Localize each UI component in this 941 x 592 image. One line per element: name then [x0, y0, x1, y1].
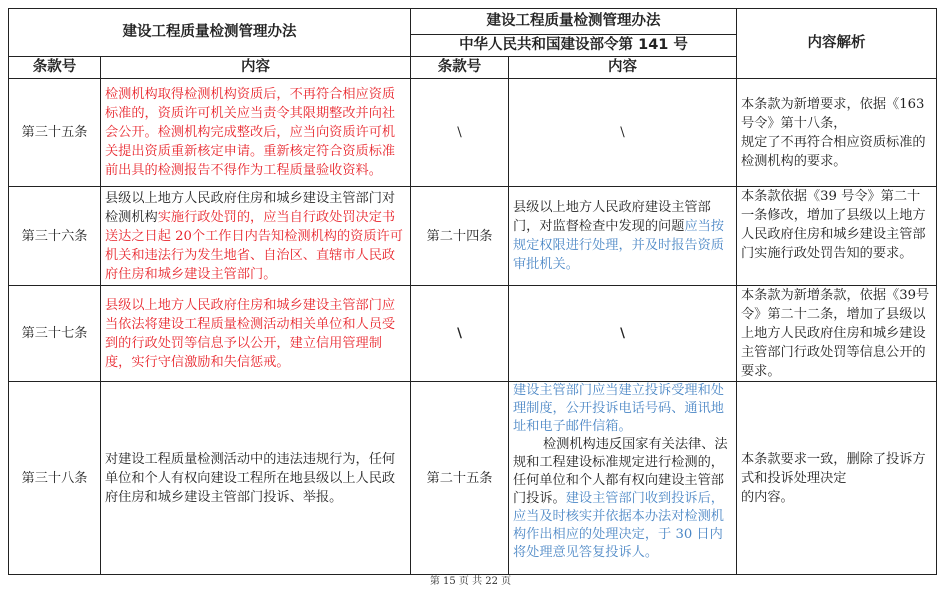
old-regulation-subtitle: 中华人民共和国建设部令第 141 号	[411, 35, 737, 57]
col-article-header: 条款号	[9, 57, 101, 79]
article-content	[101, 286, 411, 382]
content-segment: 县级以上地方人民政府建设主管部门，对监督检查中发现的问题	[513, 200, 711, 234]
article-number: 第三十八条	[9, 382, 101, 575]
content-paragraph	[513, 436, 732, 562]
article-content	[101, 382, 411, 575]
analysis-text: 本条款依据《39 号令》第二十一条修改，增加了县级以上地方人民政府住房和城乡建设主管部门实施行政处罚告知的要求。	[737, 187, 937, 286]
col-old-article-header: 条款号	[411, 57, 509, 79]
analysis-header: 内容解析	[737, 9, 937, 79]
table-row	[9, 79, 937, 187]
comparison-table	[8, 8, 937, 575]
old-article-number: \	[411, 79, 509, 187]
article-number: 第三十五条	[9, 79, 101, 187]
analysis-text: 本条款为新增要求，依据《163号令》第十八条， 规定了不再符合相应资质标准的检测机构的要求。	[737, 79, 937, 187]
content-segment: 建设主管部门收到投诉后，应当及时核实并依据本办法对检测机构作出相应的处理决定，于 30 日内将处理意见答复投诉人。	[513, 491, 724, 560]
article-number: 第三十七条	[9, 286, 101, 382]
article-content	[101, 79, 411, 187]
old-article-content	[509, 187, 737, 286]
page-number: 第 15 页 共 22 页	[429, 576, 512, 587]
article-content	[101, 187, 411, 286]
old-article-content	[509, 382, 737, 575]
table-row	[9, 286, 937, 382]
analysis-text: 本条款要求一致，删除了投诉方式和投诉处理决定 的内容。	[737, 382, 937, 575]
content-segment: 县级以上地方人民政府住房和城乡建设主管部门对检测机构	[105, 190, 396, 225]
content-segment: 检测机构违反国家有关法律、法规和工程建设标准规定进行检测的，任何单位和个人都有权向建设主管部门投诉。	[513, 437, 728, 506]
content-segment: 检测机构取得检测机构资质后，不再符合相应资质标准的，资质许可机关应当责令其限期整改并向社会公开。检测机构完成整改后，应当向资质许可机关提出资质重新核定申请。重新核定符合资质标准前出具的检测报告不得作为工程质量验收资料。	[105, 87, 396, 178]
col-content-header: 内容	[101, 57, 411, 79]
old-regulation-title: 建设工程质量检测管理办法	[411, 9, 737, 35]
new-regulation-title: 建设工程质量检测管理办法	[9, 9, 411, 57]
content-segment: 县级以上地方人民政府住房和城乡建设主管部门应当依法将建设工程质量检测活动相关单位和人员受到的行政处罚等信息予以公开，建立信用管理制度，实行守信激励和失信惩戒。	[105, 297, 396, 370]
col-old-content-header: 内容	[509, 57, 737, 79]
content-segment: 实施行政处罚的，应当自行政处罚决定书送达之日起 20个工作日内告知检测机构的资质许可机关和违法行为发生地省、自治区、直辖市人民政府住房和城乡建设主管部门。	[105, 209, 403, 282]
old-article-number: 第二十五条	[411, 382, 509, 575]
content-paragraph: 建设主管部门应当建立投诉受理和处理制度，公开投诉电话号码、通讯地址和电子邮件信箱。	[513, 383, 724, 434]
article-number: 第三十六条	[9, 187, 101, 286]
content-segment: 应当按规定权限进行处理，并及时报告资质审批机关。	[513, 219, 724, 272]
content-segment: 对建设工程质量检测活动中的违法违规行为，任何单位和个人有权向建设工程所在地县级以上人民政府住房和城乡建设主管部门投诉、举报。	[105, 451, 396, 505]
old-article-content: \	[509, 286, 737, 382]
analysis-text: 本条款为新增条款，依据《39号令》第二十二条，增加了县级以上地方人民政府住房和城乡建设主管部门行政处罚等信息公开的要求。	[737, 286, 937, 382]
table-row	[9, 187, 937, 286]
old-article-content: \	[509, 79, 737, 187]
table-row	[9, 382, 937, 575]
old-article-number: 第二十四条	[411, 187, 509, 286]
old-article-number: \	[411, 286, 509, 382]
